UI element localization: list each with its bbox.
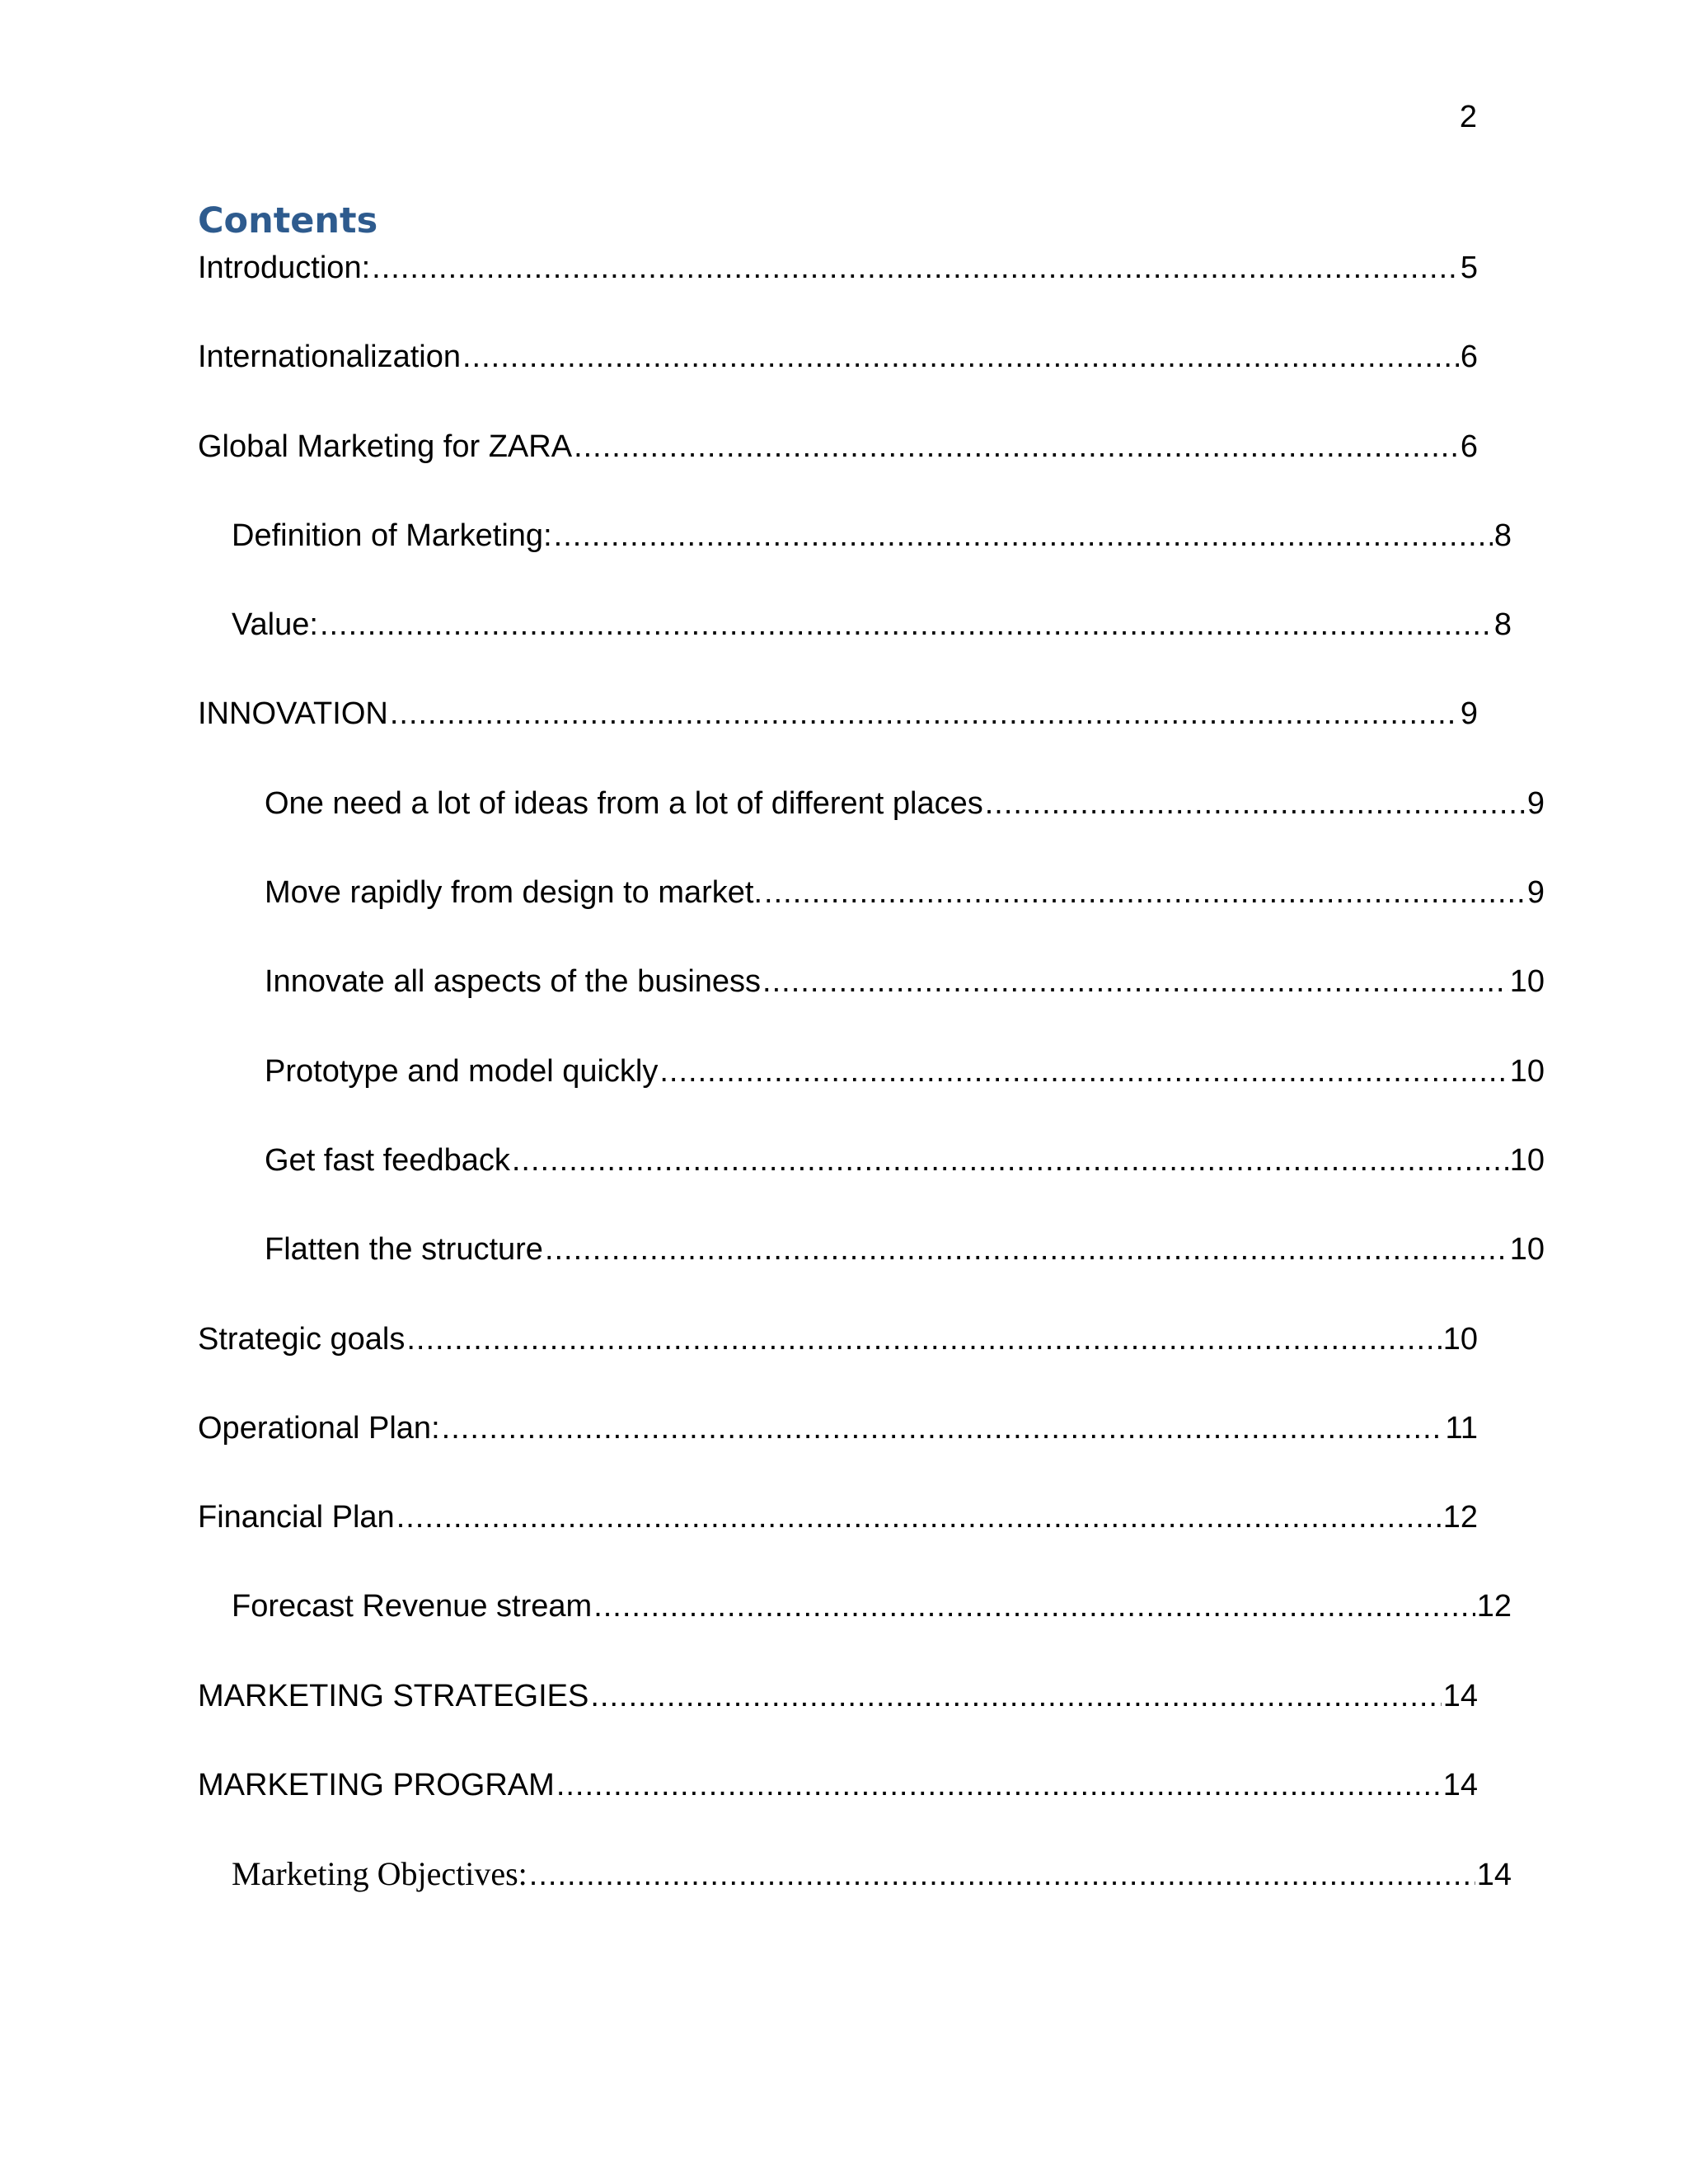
toc-entry-page[interactable]: 12 (1476, 1589, 1512, 1624)
toc-dot-leader (545, 1229, 1508, 1270)
toc-dot-leader (659, 1051, 1507, 1092)
toc-dot-leader (320, 604, 1493, 645)
toc-entry-title[interactable]: Global Marketing for ZARA (198, 429, 573, 464)
toc-entry-title[interactable]: Introduction: (198, 251, 371, 285)
toc-dot-leader (442, 1408, 1444, 1449)
toc-entry[interactable] (198, 1319, 1478, 1408)
toc-entry-page[interactable]: 5 (1460, 251, 1478, 285)
toc-entry-page[interactable]: 14 (1442, 1768, 1478, 1803)
toc-entry-page[interactable]: 14 (1442, 1678, 1478, 1713)
toc-entry-page[interactable]: 10 (1509, 1142, 1545, 1178)
toc-dot-leader (372, 247, 1459, 288)
toc-entry-title[interactable]: Marketing Objectives: (232, 1855, 528, 1893)
toc-entry-title[interactable]: Internationalization (198, 340, 461, 375)
toc-entry-title[interactable]: Financial Plan (198, 1500, 395, 1535)
toc-dot-leader (529, 1854, 1475, 1896)
toc-entry-page[interactable]: 12 (1442, 1500, 1478, 1535)
toc-entry[interactable] (198, 515, 1512, 604)
toc-entry[interactable] (198, 872, 1545, 961)
toc-entry-page[interactable]: 10 (1509, 1053, 1545, 1089)
toc-entry-page[interactable]: 10 (1509, 1232, 1545, 1268)
toc-entry-page[interactable]: 9 (1526, 875, 1545, 911)
toc-entry[interactable] (198, 1497, 1478, 1586)
toc-entry-title[interactable]: Definition of Marketing: (232, 518, 552, 553)
table-of-contents (198, 247, 1545, 1943)
toc-entry-title[interactable]: Value: (232, 607, 318, 643)
toc-dot-leader (512, 1140, 1508, 1181)
toc-dot-leader (396, 1497, 1442, 1538)
toc-entry-page[interactable]: 9 (1460, 696, 1478, 732)
toc-dot-leader (764, 872, 1526, 913)
toc-entry[interactable] (198, 1140, 1545, 1229)
toc-entry[interactable] (198, 336, 1478, 425)
toc-entry[interactable] (198, 1675, 1478, 1765)
toc-entry-title[interactable]: INNOVATION (198, 696, 388, 732)
toc-entry-page[interactable]: 10 (1509, 964, 1545, 1000)
toc-entry-title[interactable]: MARKETING PROGRAM (198, 1768, 555, 1803)
toc-entry-page[interactable]: 9 (1526, 785, 1545, 821)
toc-entry-title[interactable]: Prototype and model quickly (265, 1053, 659, 1089)
toc-entry[interactable] (198, 604, 1512, 693)
toc-entry[interactable] (198, 1229, 1545, 1318)
toc-entry[interactable] (198, 693, 1478, 782)
toc-entry[interactable] (198, 426, 1478, 515)
toc-dot-leader (590, 1675, 1441, 1717)
toc-entry-title[interactable]: Operational Plan: (198, 1410, 440, 1446)
toc-entry-title[interactable]: Move rapidly from design to market. (265, 875, 763, 911)
toc-dot-leader (593, 1586, 1475, 1627)
toc-entry[interactable] (198, 1586, 1512, 1675)
toc-dot-leader (554, 515, 1493, 556)
toc-entry[interactable] (198, 1051, 1545, 1140)
toc-entry[interactable] (198, 1765, 1478, 1854)
toc-heading: Contents (198, 200, 378, 241)
toc-dot-leader (985, 783, 1526, 824)
toc-entry-title[interactable]: Innovate all aspects of the business (265, 964, 762, 1000)
toc-entry-title[interactable]: Get fast feedback (265, 1142, 510, 1178)
toc-entry-page[interactable]: 14 (1476, 1858, 1512, 1893)
toc-entry-title[interactable]: Forecast Revenue stream (232, 1589, 593, 1624)
toc-entry[interactable] (198, 247, 1478, 336)
toc-dot-leader (390, 693, 1459, 734)
toc-entry[interactable] (198, 1854, 1512, 1943)
toc-entry-title[interactable]: Flatten the structure (265, 1232, 543, 1268)
toc-entry[interactable] (198, 783, 1545, 872)
toc-entry-page[interactable]: 8 (1493, 607, 1512, 643)
toc-entry-page[interactable]: 11 (1445, 1410, 1478, 1446)
toc-entry-page[interactable]: 6 (1460, 429, 1478, 464)
toc-dot-leader (462, 336, 1459, 377)
toc-entry-page[interactable]: 8 (1493, 518, 1512, 553)
toc-entry-title[interactable]: MARKETING STRATEGIES (198, 1678, 589, 1713)
toc-entry-title[interactable]: Strategic goals (198, 1321, 406, 1357)
toc-entry-page[interactable]: 6 (1460, 340, 1478, 375)
toc-dot-leader (574, 426, 1459, 467)
page-number: 2 (1459, 100, 1477, 134)
toc-dot-leader (556, 1765, 1442, 1806)
toc-entry-title[interactable]: One need a lot of ideas from a lot of different places (265, 785, 983, 821)
toc-entry-page[interactable]: 10 (1442, 1321, 1478, 1357)
toc-dot-leader (406, 1319, 1441, 1360)
toc-entry[interactable] (198, 1408, 1478, 1497)
toc-dot-leader (762, 961, 1508, 1002)
toc-entry[interactable] (198, 961, 1545, 1050)
